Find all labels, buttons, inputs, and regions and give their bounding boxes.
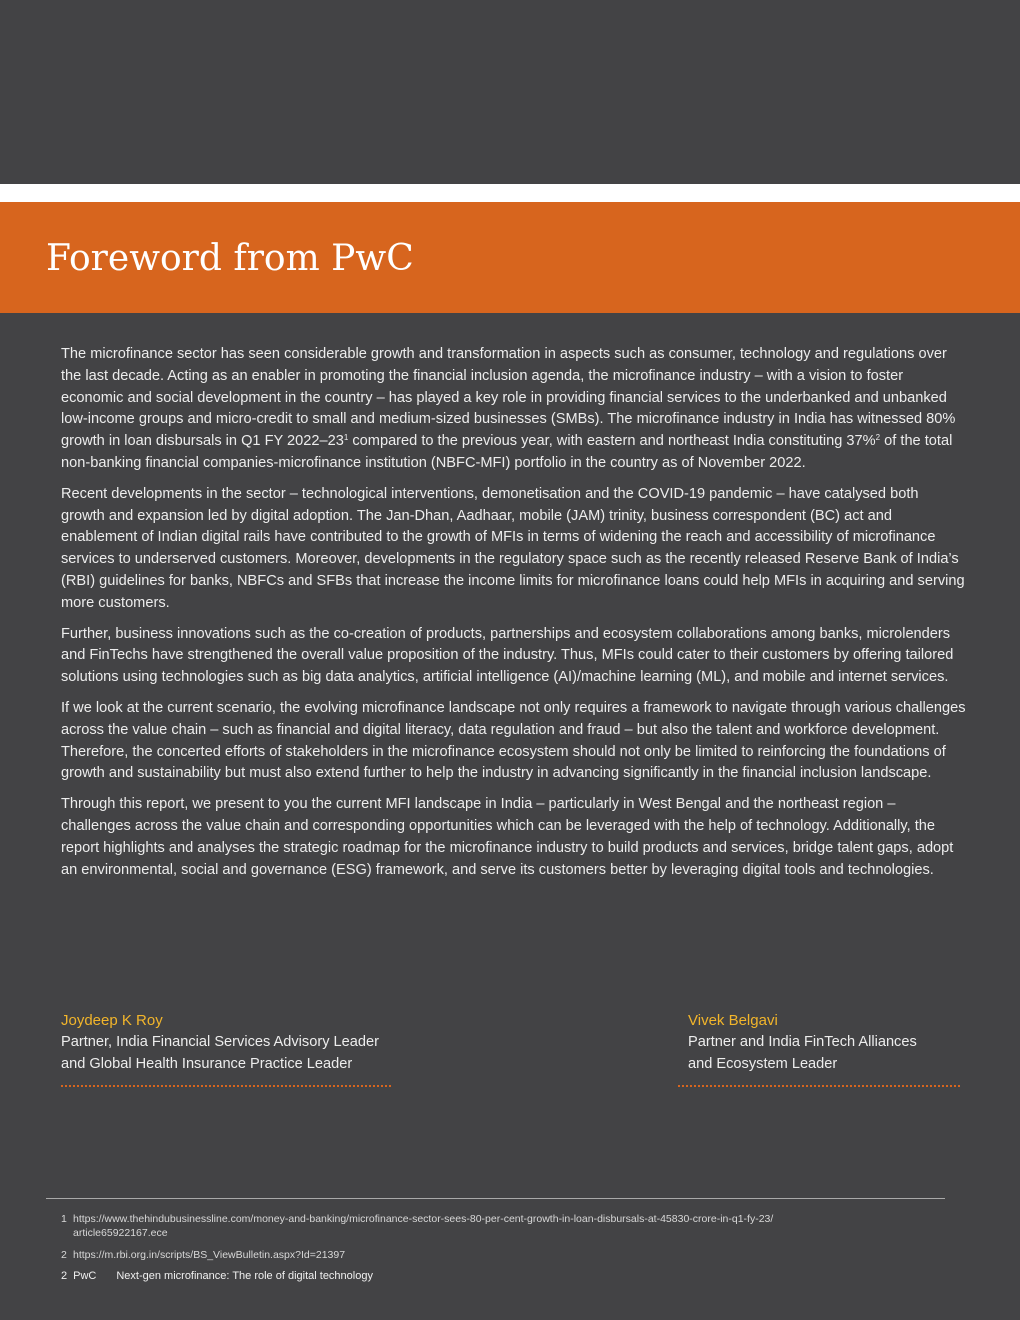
signatory-name: Vivek Belgavi — [688, 1012, 778, 1029]
title-band — [0, 202, 1020, 313]
signatory-name: Joydeep K Roy — [61, 1012, 163, 1029]
footnote-link-continued[interactable]: article65922167.ece — [73, 1227, 168, 1239]
page-title: Foreword from PwC — [46, 238, 414, 279]
paragraph-1-text-b: compared to the previous year, with eastern and northeast India constituting 37% — [348, 433, 876, 450]
header-divider-strip — [0, 184, 1020, 202]
paragraph-1-text-c: of the total non-banking financial companies-microfinance institution (NBFC-MFI) portfolio in the country as of November 2022. — [61, 433, 953, 471]
footnote-2 — [61, 1248, 345, 1262]
footnote-number: 1 — [61, 1213, 67, 1225]
signatory-vivek — [688, 1010, 960, 1075]
signatory-joydeep — [61, 1010, 391, 1075]
footnote-link[interactable]: https://www.thehindubusinessline.com/money-and-banking/microfinance-sector-sees-80-per-cent-growth-in-loan-disbursals-at-45830-crore-in-q1-fy-23/ — [73, 1213, 774, 1225]
footnote-ref-1: 1 — [343, 433, 349, 443]
signatory-role-line-2: and Ecosystem Leader — [688, 1055, 838, 1072]
footnote-number: 2 — [61, 1249, 67, 1261]
header-dark-block — [0, 0, 1020, 184]
signature-dotted-line-left — [61, 1085, 391, 1087]
paragraph-3: Further, business innovations such as the co-creation of products, partnerships and ecosystem collaborations among banks, microlenders and FinTechs have strengthened the overall value proposition of the industry. Thus, MFIs could cater to their customers by offering tailored solutions using technologies such as big data analytics, artificial intelligence (AI)/machine learning (ML), and mobile and internet services. — [61, 625, 954, 686]
footnote-divider — [46, 1198, 945, 1199]
signatory-role-line-1: Partner, India Financial Services Advisory Leader — [61, 1033, 379, 1050]
footnote-1 — [61, 1212, 941, 1240]
footnote-link[interactable]: https://m.rbi.org.in/scripts/BS_ViewBulletin.aspx?Id=21397 — [73, 1249, 346, 1261]
page-number: 2 — [61, 1270, 68, 1282]
paragraph-2: Recent developments in the sector – technological interventions, demonetisation and the COVID-19 pandemic – have catalysed both growth and expansion led by digital adoption. The Jan-Dhan, Aadhaar, mobile (JAM) trinity, business correspondent (BC) act and enablement of Indian digital rails have contributed to the growth of MFIs in terms of widening the reach and accessibility of microfinance services to underserved customers. Moreover, developments in the regulatory space such as the recently released Reserve Bank of India’s (RBI) guidelines for banks, NBFCs and SFBs that increase the income limits for microfinance loans could help MFIs in acquiring and serving more customers. — [61, 485, 965, 611]
paragraph-5: Through this report, we present to you the current MFI landscape in India – particularly in West Bengal and the northeast region – challenges across the value chain and corresponding opportunities which can be leveraged with the help of technology. Additionally, the report highlights and analyses the strategic roadmap for the microfinance industry to build products and services, bridge talent gaps, adopt an environmental, social and governance (ESG) framework, and serve its customers better by leveraging digital tools and technologies. — [61, 796, 954, 878]
footer-brand: PwC — [73, 1270, 97, 1282]
paragraph-1-text-a: The microfinance sector has seen considerable growth and transformation in aspects such as consumer, technology and regulations over the last decade. Acting as an enabler in promoting the financial inclusion agenda, the microfinance industry – with a vision to foster economic and social development in the country – has played a key role in providing financial services to the underbanked and unbanked low-income groups and micro-credit to small and medium-sized businesses (SMBs). The microfinance industry in India has witnessed 80% growth in loan disbursals in Q1 FY 2022–23 — [61, 346, 956, 450]
paragraph-4: If we look at the current scenario, the evolving microfinance landscape not only requires a framework to navigate through various challenges across the value chain – such as financial and digital literacy, data regulation and fraud – but also the talent and workforce development. Therefore, the concerted efforts of stakeholders in the microfinance ecosystem should not only be limited to reinforcing the foundations of growth and sustainability but must also extend further to help the industry in advancing significantly in the financial inclusion landscape. — [61, 699, 966, 782]
publication-title: Next-gen microfinance: The role of digital technology — [116, 1270, 373, 1282]
signatory-role-line-1: Partner and India FinTech Alliances — [688, 1033, 917, 1050]
footnote-ref-2: 2 — [875, 433, 881, 443]
foreword-body — [61, 344, 966, 890]
page-footer — [61, 1269, 379, 1283]
signatory-role-line-2: and Global Health Insurance Practice Leader — [61, 1055, 353, 1072]
signature-dotted-line-right — [678, 1085, 960, 1087]
paragraph-1 — [61, 344, 966, 475]
